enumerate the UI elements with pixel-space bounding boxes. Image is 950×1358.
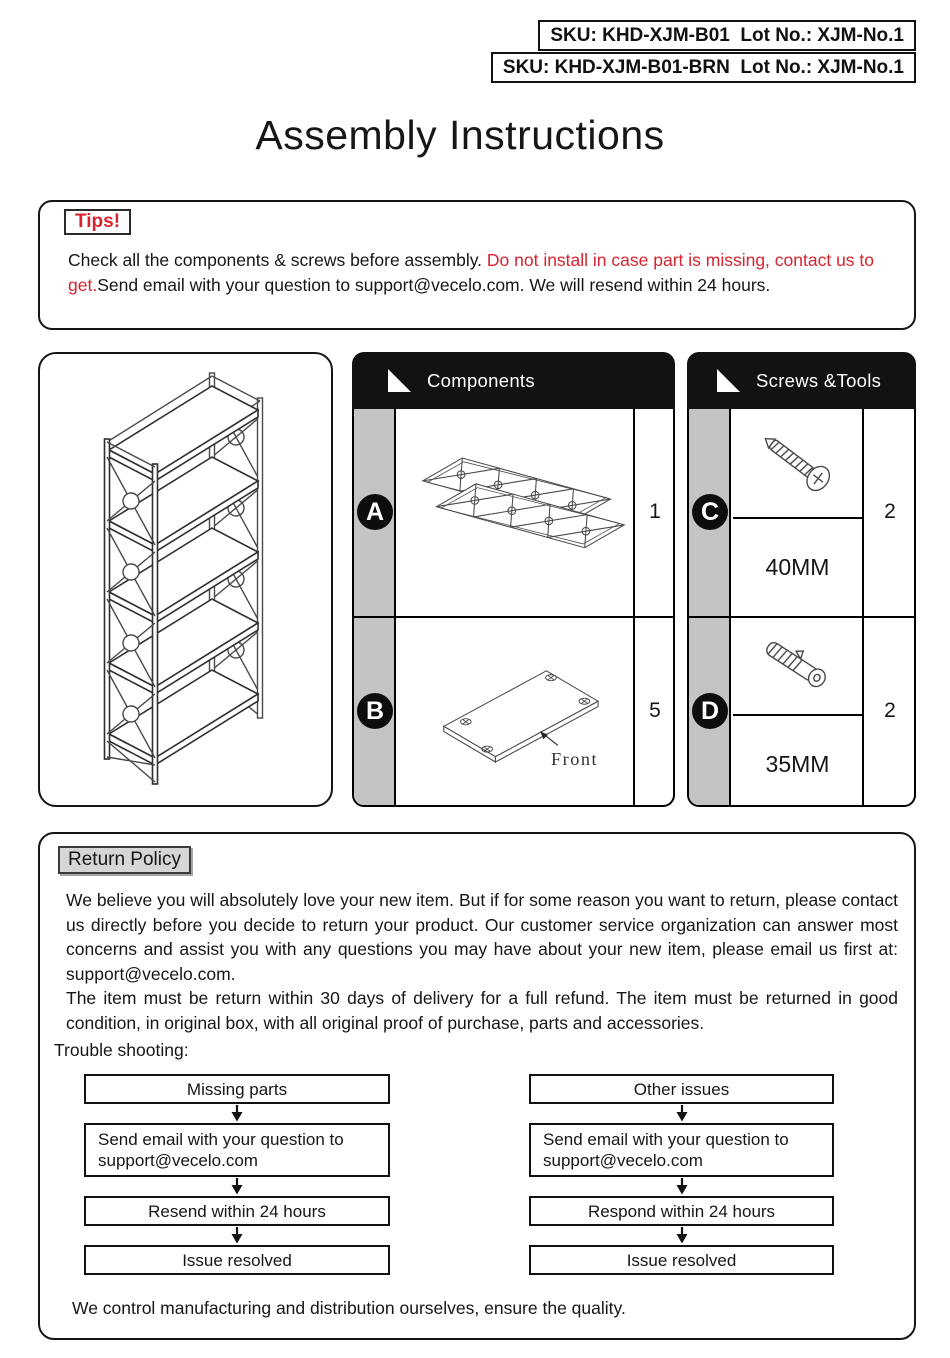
tips-text-part2: Send email with your question to support@vecelo.com. We will resend within 24 hours. <box>97 275 771 295</box>
tips-section <box>38 200 916 330</box>
tips-text-warning: Do not install in case part is missing, contact us to get. <box>68 250 875 295</box>
sku-label-secondary: SKU: KHD-XJM-B01-BRN Lot No.: XJM-No.1 <box>491 52 916 83</box>
flow-step-box: Issue resolved <box>529 1245 834 1275</box>
screw-d-size: 35MM <box>765 751 830 777</box>
part-b-shelf-image <box>402 629 630 797</box>
return-policy-section <box>38 832 916 1340</box>
part-a-badge: A <box>357 494 393 530</box>
flow-step-box: Send email with your question to support@vecelo.com <box>529 1123 834 1177</box>
down-arrow-icon <box>673 1105 691 1122</box>
part-a-quantity: 1 <box>649 500 661 523</box>
product-illustration-panel <box>38 352 333 807</box>
down-arrow-icon <box>228 1178 246 1195</box>
troubleshooting-heading: Trouble shooting: <box>54 1040 189 1060</box>
components-row-divider <box>354 616 673 618</box>
screws-id-column <box>689 409 731 805</box>
return-policy-paragraph-1: We believe you will absolutely love your new item. But if for some reason you want to return, please contact us directly before you decide to return your product. Our customer service organization can answer most concerns and assist you with any questions you may have about your new item, please email us first at: support@vecelo.com. <box>66 890 898 984</box>
screw-d-quantity: 2 <box>884 699 896 722</box>
components-table <box>352 409 675 807</box>
flow-step-box: Issue resolved <box>84 1245 390 1275</box>
wall-anchor-icon <box>743 621 856 709</box>
components-id-column <box>354 409 396 805</box>
flow-step-box: Missing parts <box>84 1074 390 1104</box>
flow-step-box: Resend within 24 hours <box>84 1196 390 1226</box>
part-b-badge: B <box>357 693 393 729</box>
screws-section-title: Screws &Tools <box>756 369 882 391</box>
corner-triangle-icon <box>717 369 740 392</box>
return-policy-text <box>66 888 898 1035</box>
components-qty-divider <box>633 409 635 805</box>
flow-step-box: Other issues <box>529 1074 834 1104</box>
flow-step-box: Respond within 24 hours <box>529 1196 834 1226</box>
screw-c-size: 40MM <box>765 554 830 580</box>
troubleshooting-flow-other-issues <box>529 1074 834 1275</box>
screw-d-badge: D <box>692 693 728 729</box>
components-section-title: Components <box>427 369 535 391</box>
return-policy-paragraph-2: The item must be return within 30 days of delivery for a full refund. The item must be returned in good condition, in original box, with all original proof of purchase, parts and accessories. <box>66 988 898 1033</box>
screw-d-cell-divider <box>733 714 862 716</box>
screws-section-header <box>687 352 916 409</box>
down-arrow-icon <box>673 1178 691 1195</box>
screw-c-cell-divider <box>733 517 862 519</box>
sku-label-primary: SKU: KHD-XJM-B01 Lot No.: XJM-No.1 <box>538 20 916 51</box>
screw-c-quantity: 2 <box>884 500 896 523</box>
page-title: Assembly Instructions <box>255 112 665 158</box>
part-a-frame-image <box>400 425 628 599</box>
corner-triangle-icon <box>388 369 411 392</box>
screws-qty-divider <box>862 409 864 805</box>
tips-text-part1: Check all the components & screws before assembly. <box>68 250 487 270</box>
troubleshooting-flow-missing-parts <box>84 1074 390 1275</box>
down-arrow-icon <box>673 1227 691 1244</box>
tips-heading: Tips! <box>64 209 131 235</box>
flow-step-box: Send email with your question to support@vecelo.com <box>84 1123 390 1177</box>
quality-statement: We control manufacturing and distribution ourselves, ensure the quality. <box>72 1298 626 1318</box>
return-policy-heading: Return Policy <box>58 846 191 874</box>
part-b-quantity: 5 <box>649 699 661 722</box>
screw-icon <box>743 417 856 511</box>
part-b-front-label: Front <box>550 749 599 770</box>
down-arrow-icon <box>228 1105 246 1122</box>
down-arrow-icon <box>228 1227 246 1244</box>
tips-text <box>68 248 894 298</box>
screws-table <box>687 409 916 807</box>
bookshelf-illustration <box>40 354 331 805</box>
screws-row-divider <box>689 616 914 618</box>
screw-c-badge: C <box>692 494 728 530</box>
components-section-header <box>352 352 675 409</box>
